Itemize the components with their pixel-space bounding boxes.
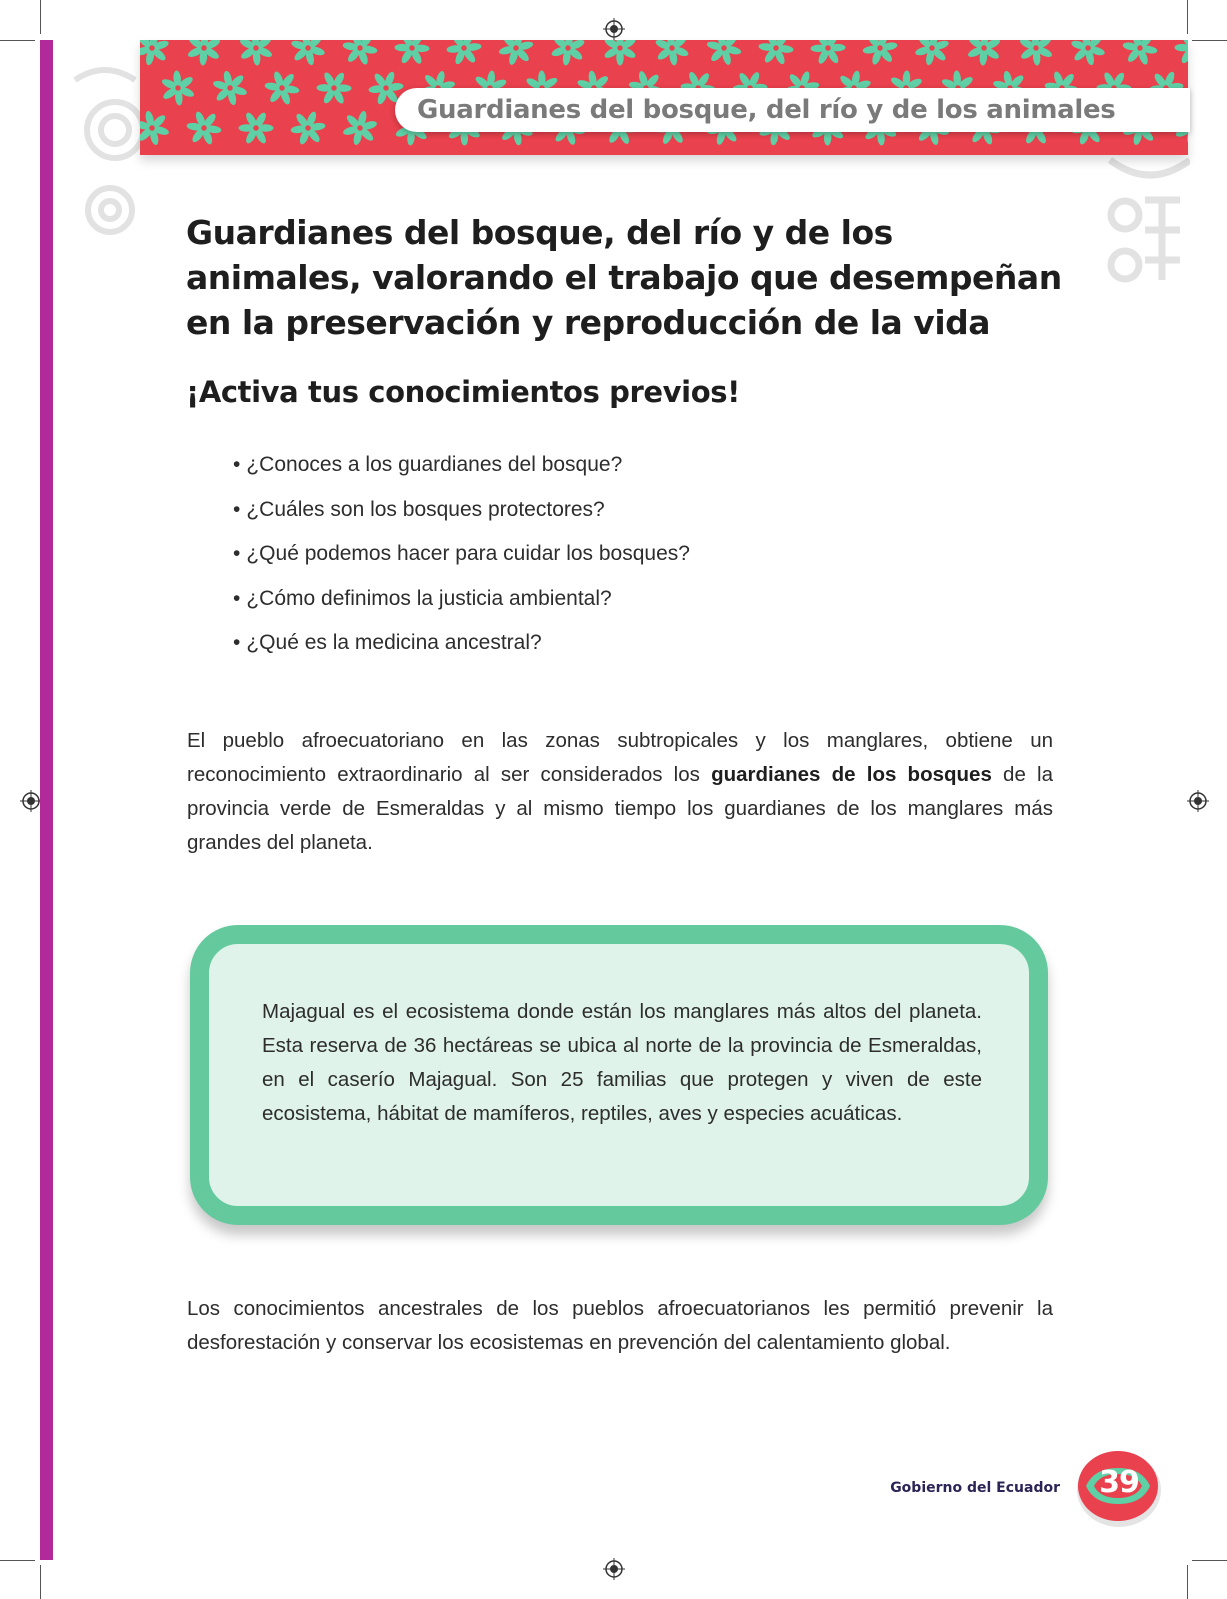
flower-motif: [180, 104, 228, 153]
flower-motif: [1012, 40, 1060, 72]
list-item: [233, 621, 690, 666]
flower-motif: [339, 107, 381, 149]
flower-motif: [805, 40, 852, 71]
flower-motif: [648, 40, 697, 72]
section-heading: ¡Activa tus conocimientos previos!: [186, 375, 740, 409]
question-text: ¿Qué es la medicina ancestral?: [246, 631, 542, 654]
page-number: 39: [1099, 1465, 1139, 1500]
flower-motif: [140, 40, 172, 69]
crop-mark: [0, 40, 35, 41]
registration-mark-icon: [603, 1558, 625, 1580]
crop-mark: [1187, 1565, 1188, 1599]
flower-motif: [1116, 40, 1165, 72]
bullet-icon: •: [233, 497, 241, 521]
intro-paragraph: [187, 724, 1053, 860]
list-item: [233, 443, 690, 488]
paragraph-text: de la provincia verde de Esmeraldas y al mismo tiempo los guardianes de los manglares más grandes del planeta.: [187, 763, 1053, 854]
registration-mark-icon: [20, 790, 42, 812]
banner-title: Guardianes del bosque, del río y de los animales: [395, 88, 1190, 132]
flower-motif: [700, 40, 749, 72]
flower-motif: [258, 64, 307, 113]
registration-mark-icon: [603, 18, 625, 40]
info-box-text: Majagual es el ecosistema donde están los manglares más altos del planeta. Esta reserva de 36 hectáreas se ubica al norte de la provincia de Esmeraldas, en el caserío Majagual. Son 25 familias que protegen y viven de este ecosistema, hábitat de mamíferos, reptiles, aves y especies acuáticas.: [262, 1000, 982, 1125]
paragraph-text: El pueblo afroecuatoriano en las zonas subtropicales y los manglares, obtiene un reconocimiento extraordinario al ser considerados los: [187, 729, 1053, 786]
footer-publisher: Gobierno del Ecuador: [890, 1480, 1060, 1496]
crop-mark: [1192, 1560, 1227, 1561]
list-item: [233, 577, 690, 622]
registration-mark-icon: [1187, 790, 1209, 812]
flower-motif: [549, 40, 588, 68]
closing-paragraph: Los conocimientos ancestrales de los pueblos afroecuatorianos les permitió prevenir la desforestación y conservar los ecosistemas en prevención del calentamiento global.: [187, 1297, 1053, 1354]
page-title: Guardianes del bosque, del río y de los animales, valorando el trabajo que desempeñan en la preservación y reproducción de la vida: [186, 213, 1062, 342]
flower-motif: [232, 40, 280, 72]
flower-motif: [310, 64, 357, 112]
crop-mark: [1192, 40, 1227, 41]
flower-motif: [495, 40, 537, 70]
flower-motif: [186, 40, 222, 67]
bullet-icon: •: [233, 453, 241, 476]
crop-mark: [1187, 0, 1188, 34]
bold-phrase: guardianes de los bosques: [711, 763, 992, 786]
bullet-icon: •: [233, 542, 241, 565]
crop-mark: [40, 0, 41, 34]
flower-motif: [441, 40, 486, 71]
question-text: ¿Conoces a los guardianes del bosque?: [246, 453, 623, 476]
flower-motif: [286, 105, 331, 150]
flower-motif: [858, 40, 902, 70]
flower-motif: [1168, 40, 1188, 72]
bullet-icon: •: [233, 631, 241, 654]
flower-motif: [284, 40, 333, 72]
question-list: [233, 443, 690, 666]
flower-motif: [154, 64, 202, 112]
crop-mark: [0, 1560, 35, 1561]
question-text: ¿Qué podemos hacer para cuidar los bosques?: [246, 542, 690, 565]
list-item: [233, 532, 690, 577]
flower-motif: [140, 104, 176, 153]
crop-mark: [40, 1565, 41, 1599]
flower-motif: [912, 40, 953, 69]
flower-motif: [752, 40, 800, 72]
flower-motif: [206, 64, 255, 113]
spiral-ornament-icon: [55, 40, 145, 240]
flower-motif: [1064, 40, 1113, 72]
bullet-icon: •: [233, 586, 241, 610]
question-text: ¿Cuáles son los bosques protectores?: [246, 497, 605, 521]
question-text: ¿Cómo definimos la justicia ambiental?: [246, 586, 612, 610]
flower-motif: [603, 40, 637, 66]
side-bar: [40, 40, 53, 1560]
flower-motif: [388, 40, 435, 72]
flower-motif: [336, 40, 385, 72]
spiral-ornament-icon: [1100, 150, 1190, 310]
list-item: [233, 488, 690, 533]
flower-motif: [232, 104, 279, 151]
flower-motif: [966, 40, 1002, 67]
